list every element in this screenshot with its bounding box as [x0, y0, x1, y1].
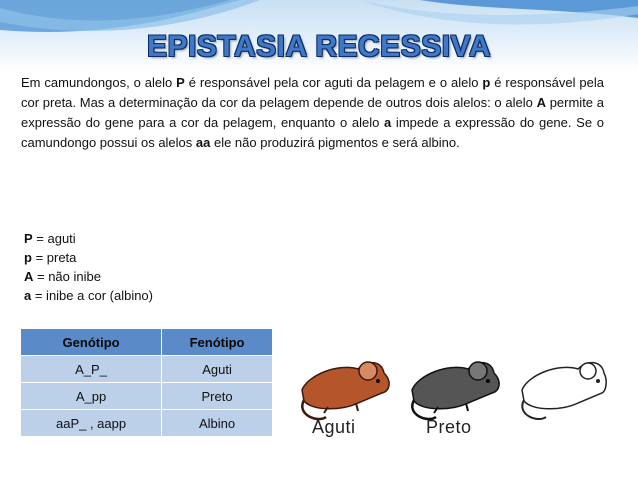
- table-cell: Aguti: [162, 356, 273, 383]
- table-header-cell: Genótipo: [21, 329, 162, 356]
- legend-item: A = não inibe: [24, 269, 101, 284]
- mice-illustration: [298, 345, 608, 445]
- allele-legend: [24, 229, 153, 305]
- legend-item: p = preta: [24, 250, 77, 265]
- table-row: [21, 356, 273, 383]
- table-cell: Albino: [162, 410, 273, 437]
- aguti-mouse-icon: [302, 362, 389, 419]
- table-header-row: [21, 329, 273, 356]
- table-header-cell: Fenótipo: [162, 329, 273, 356]
- table-cell: A_pp: [21, 383, 162, 410]
- legend-item: P = aguti: [24, 231, 76, 246]
- table-row: [21, 383, 273, 410]
- page-title: EPISTASIA RECESSIVA: [146, 30, 491, 63]
- table-row: [21, 410, 273, 437]
- intro-paragraph: Em camundongos, o alelo P é responsável pela cor aguti da pelagem e o alelo p é responsável pela cor preta. Mas a determinação da cor da pelagem depende de outros dois alelos: o alelo A permite a expressão do gene para a cor da pelagem, enquanto o alelo a impede a expressão do gene. Se o camundongo possui os alelos aa ele não produzirá pigmentos e será albino.: [21, 75, 604, 150]
- preto-mouse-icon: [412, 362, 499, 419]
- mouse-label-preto: Preto: [426, 417, 472, 437]
- genotype-table: [20, 328, 273, 437]
- legend-item: a = inibe a cor (albino): [24, 288, 153, 303]
- mouse-label-aguti: Aguti: [312, 417, 356, 437]
- table-cell: Preto: [162, 383, 273, 410]
- table-cell: aaP_ , aapp: [21, 410, 162, 437]
- table-cell: A_P_: [21, 356, 162, 383]
- albino-mouse-icon: [522, 363, 606, 419]
